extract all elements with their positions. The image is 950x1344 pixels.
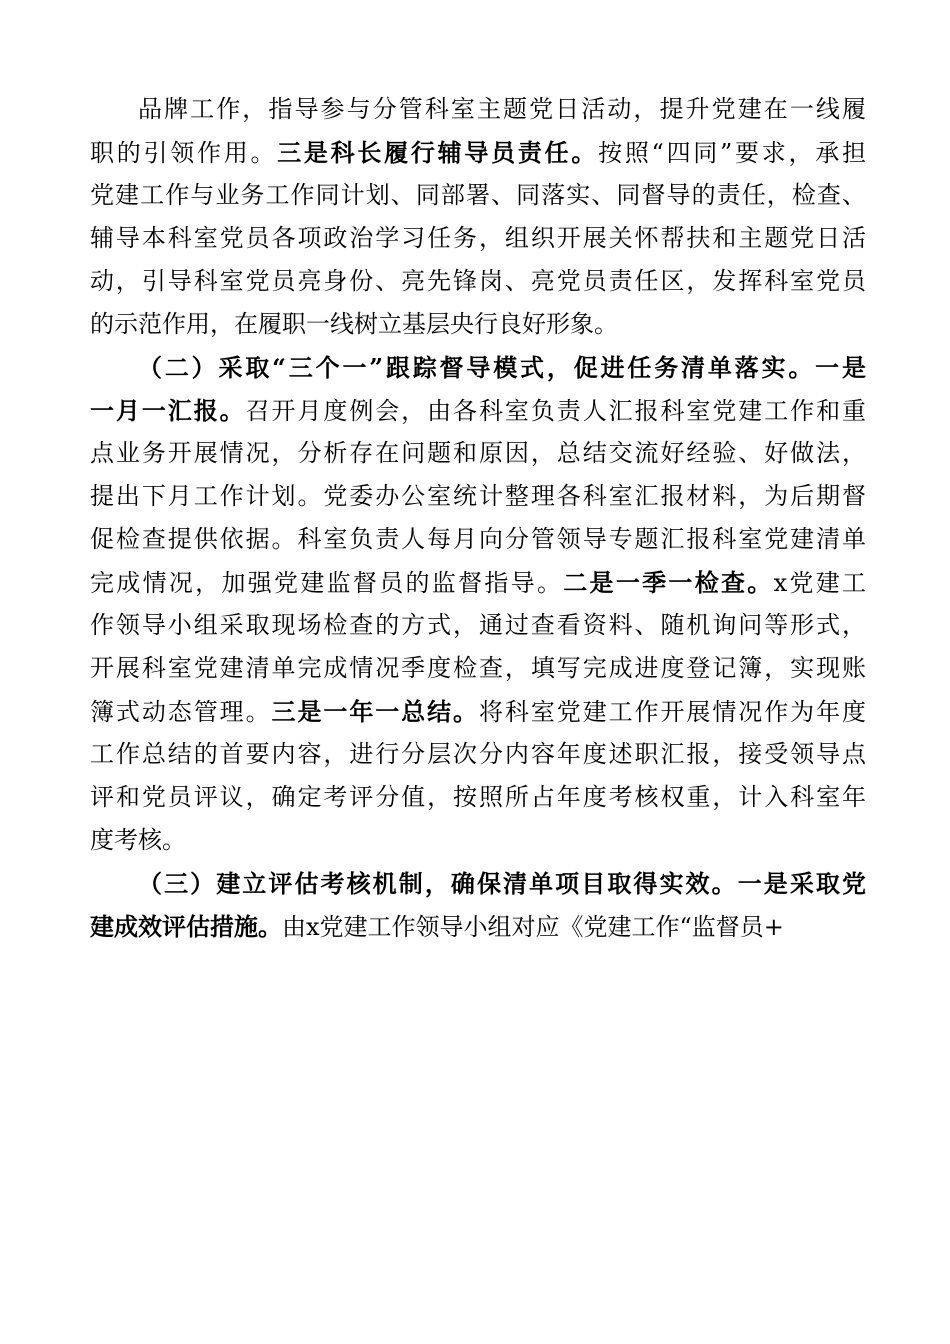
text-line (90, 561, 866, 604)
text-line (90, 303, 866, 346)
text-segment: 按照“四同”要求，承担 (598, 139, 867, 167)
bold-text-segment: 二是一季一检查。 (563, 568, 774, 597)
text-line (90, 518, 866, 561)
text-line (90, 690, 866, 733)
text-segment: 度考核。 (90, 826, 186, 854)
text-line (90, 819, 866, 862)
text-line (90, 647, 866, 690)
text-line (90, 432, 866, 475)
text-segment: 的示范作用，在履职一线树立基层央行良好形象。 (90, 310, 618, 338)
text-segment: 工作总结的首要内容，进行分层次分内容年度述职汇报，接受领导点 (90, 740, 866, 768)
text-line (90, 217, 866, 260)
text-segment: 促检查提供依据。科室负责人每月向分管领导专题汇报科室党建清单 (90, 525, 866, 553)
bold-text-segment: （三）建立评估考核机制，确保清单项目取得实效。一是采取党 (138, 869, 866, 898)
text-line (90, 733, 866, 776)
text-segment: 动，引导科室党员亮身份、亮先锋岗、亮党员责任区，发挥科室党员 (90, 267, 866, 295)
text-line (90, 131, 866, 174)
text-segment: 完成情况，加强党建监督员的监督指导。 (90, 569, 564, 597)
text-segment: 党建工作与业务工作同计划、同部署、同落实、同督导的责任，检查、 (90, 181, 866, 209)
text-line (90, 776, 866, 819)
text-line (90, 475, 866, 518)
bold-text-segment: （二）采取“三个一”跟踪督导模式，促进任务清单落实。一是 (138, 353, 866, 382)
text-segment: x党建工 (773, 569, 867, 597)
text-line (90, 346, 866, 389)
text-segment: 作领导小组采取现场检查的方式，通过查看资料、随机询问等形式， (90, 611, 866, 639)
text-line (90, 174, 866, 217)
text-segment: 簿式动态管理。 (90, 698, 272, 726)
text-line (90, 862, 866, 905)
text-segment: 辅导本科室党员各项政治学习任务，组织开展关怀帮扶和主题党日活 (90, 224, 866, 252)
text-line (90, 88, 866, 131)
text-segment: 职的引领作用。 (90, 139, 278, 167)
document-body (90, 88, 866, 948)
text-segment: 提出下月工作计划。党委办公室统计整理各科室汇报材料，为后期督 (90, 482, 866, 510)
text-segment: 将科室党建工作开展情况作为年度 (478, 698, 867, 726)
bold-text-segment: 三是科长履行辅导员责任。 (277, 138, 599, 167)
text-segment: 点业务开展情况，分析存在问题和原因，总结交流好经验、好做法， (90, 439, 866, 467)
text-line (90, 389, 866, 432)
bold-text-segment: 三是一年一总结。 (271, 697, 479, 726)
text-segment: 开展科室党建清单完成情况季度检查，填写完成进度登记簿，实现账 (90, 654, 866, 682)
text-line (90, 905, 866, 948)
text-line (90, 260, 866, 303)
text-segment: 品牌工作，指导参与分管科室主题党日活动，提升党建在一线履 (138, 95, 866, 123)
text-segment: 由x党建工作领导小组对应《党建工作“监督员+ (282, 913, 784, 941)
text-segment: 评和党员评议，确定考评分值，按照所占年度考核权重，计入科室年 (90, 783, 866, 811)
text-line (90, 604, 866, 647)
bold-text-segment: 建成效评估措施。 (90, 912, 282, 941)
bold-text-segment: 一月一汇报。 (90, 396, 246, 425)
text-segment: 召开月度例会，由各科室负责人汇报科室党建工作和重 (245, 397, 867, 425)
